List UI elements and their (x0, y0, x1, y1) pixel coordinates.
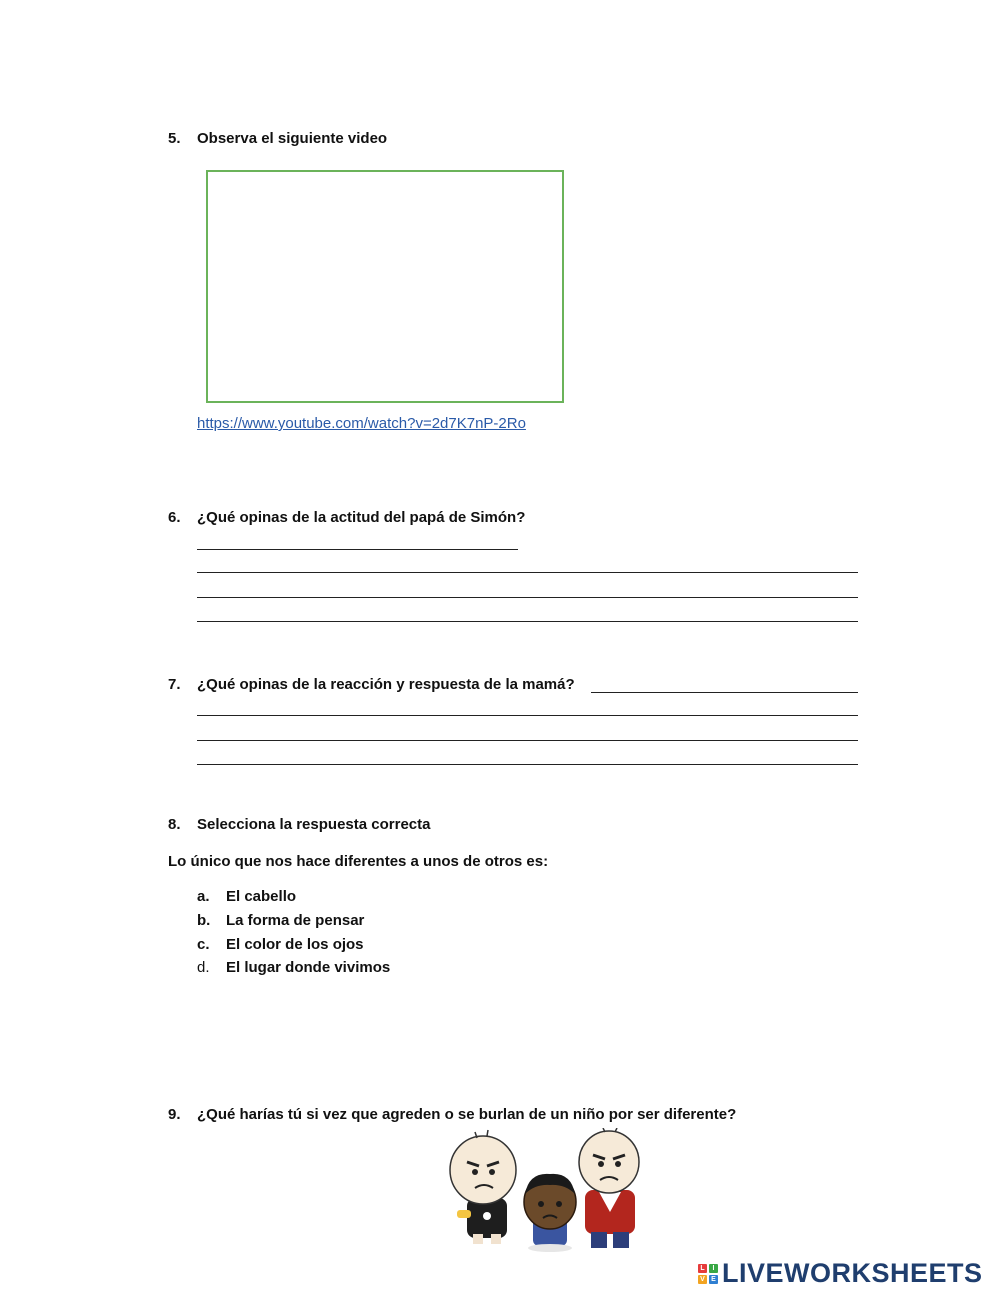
right-kid-figure (579, 1128, 639, 1248)
q7-number: 7. (168, 676, 181, 693)
video-link[interactable]: https://www.youtube.com/watch?v=2d7K7nP-2Ro (197, 415, 526, 432)
option-letter: d. (197, 959, 210, 976)
liveworksheets-logo (698, 1258, 983, 1289)
q7-answer-line-2[interactable] (197, 715, 858, 716)
q5-text: Observa el siguiente video (197, 130, 388, 147)
q9-number: 9. (168, 1106, 181, 1123)
middle-kid-figure (524, 1174, 576, 1252)
q5-number: 5. (168, 130, 181, 147)
logo-letter: V (698, 1275, 707, 1284)
video-embed-box[interactable] (206, 170, 564, 403)
q8-number: 8. (168, 816, 181, 833)
q6-answer-line-2[interactable] (197, 572, 858, 573)
q6-text: ¿Qué opinas de la actitud del papá de Simón? (197, 509, 526, 526)
option-letter: b. (197, 912, 211, 929)
logo-letter: I (709, 1264, 718, 1273)
option-text: El lugar donde vivimos (226, 959, 391, 976)
q9-text: ¿Qué harías tú si vez que agreden o se burlan de un niño por ser diferente? (197, 1106, 737, 1123)
q6-answer-line-4[interactable] (197, 621, 858, 622)
q7-text: ¿Qué opinas de la reacción y respuesta de la mamá? (197, 676, 575, 693)
brand-name: LIVEWORKSHEETS (722, 1258, 983, 1288)
logo-letter: E (709, 1275, 718, 1284)
q7-answer-line-3[interactable] (197, 740, 858, 741)
q6-answer-line-1[interactable] (197, 549, 518, 550)
q6-number: 6. (168, 509, 181, 526)
q8-prompt: Lo único que nos hace diferentes a unos de otros es: (168, 853, 549, 870)
option-text: El color de los ojos (226, 936, 364, 953)
left-kid-figure (450, 1130, 516, 1244)
option-text: El cabello (226, 888, 297, 905)
q7-answer-line-1[interactable] (591, 692, 858, 693)
logo-letter: L (698, 1264, 707, 1273)
q8-text: Selecciona la respuesta correcta (197, 816, 431, 833)
option-letter: c. (197, 936, 210, 953)
q7-answer-line-4[interactable] (197, 764, 858, 765)
option-text: La forma de pensar (226, 912, 365, 929)
bullying-illustration (437, 1128, 649, 1252)
q6-answer-line-3[interactable] (197, 597, 858, 598)
logo-squares-icon (698, 1264, 718, 1284)
option-letter: a. (197, 888, 210, 905)
